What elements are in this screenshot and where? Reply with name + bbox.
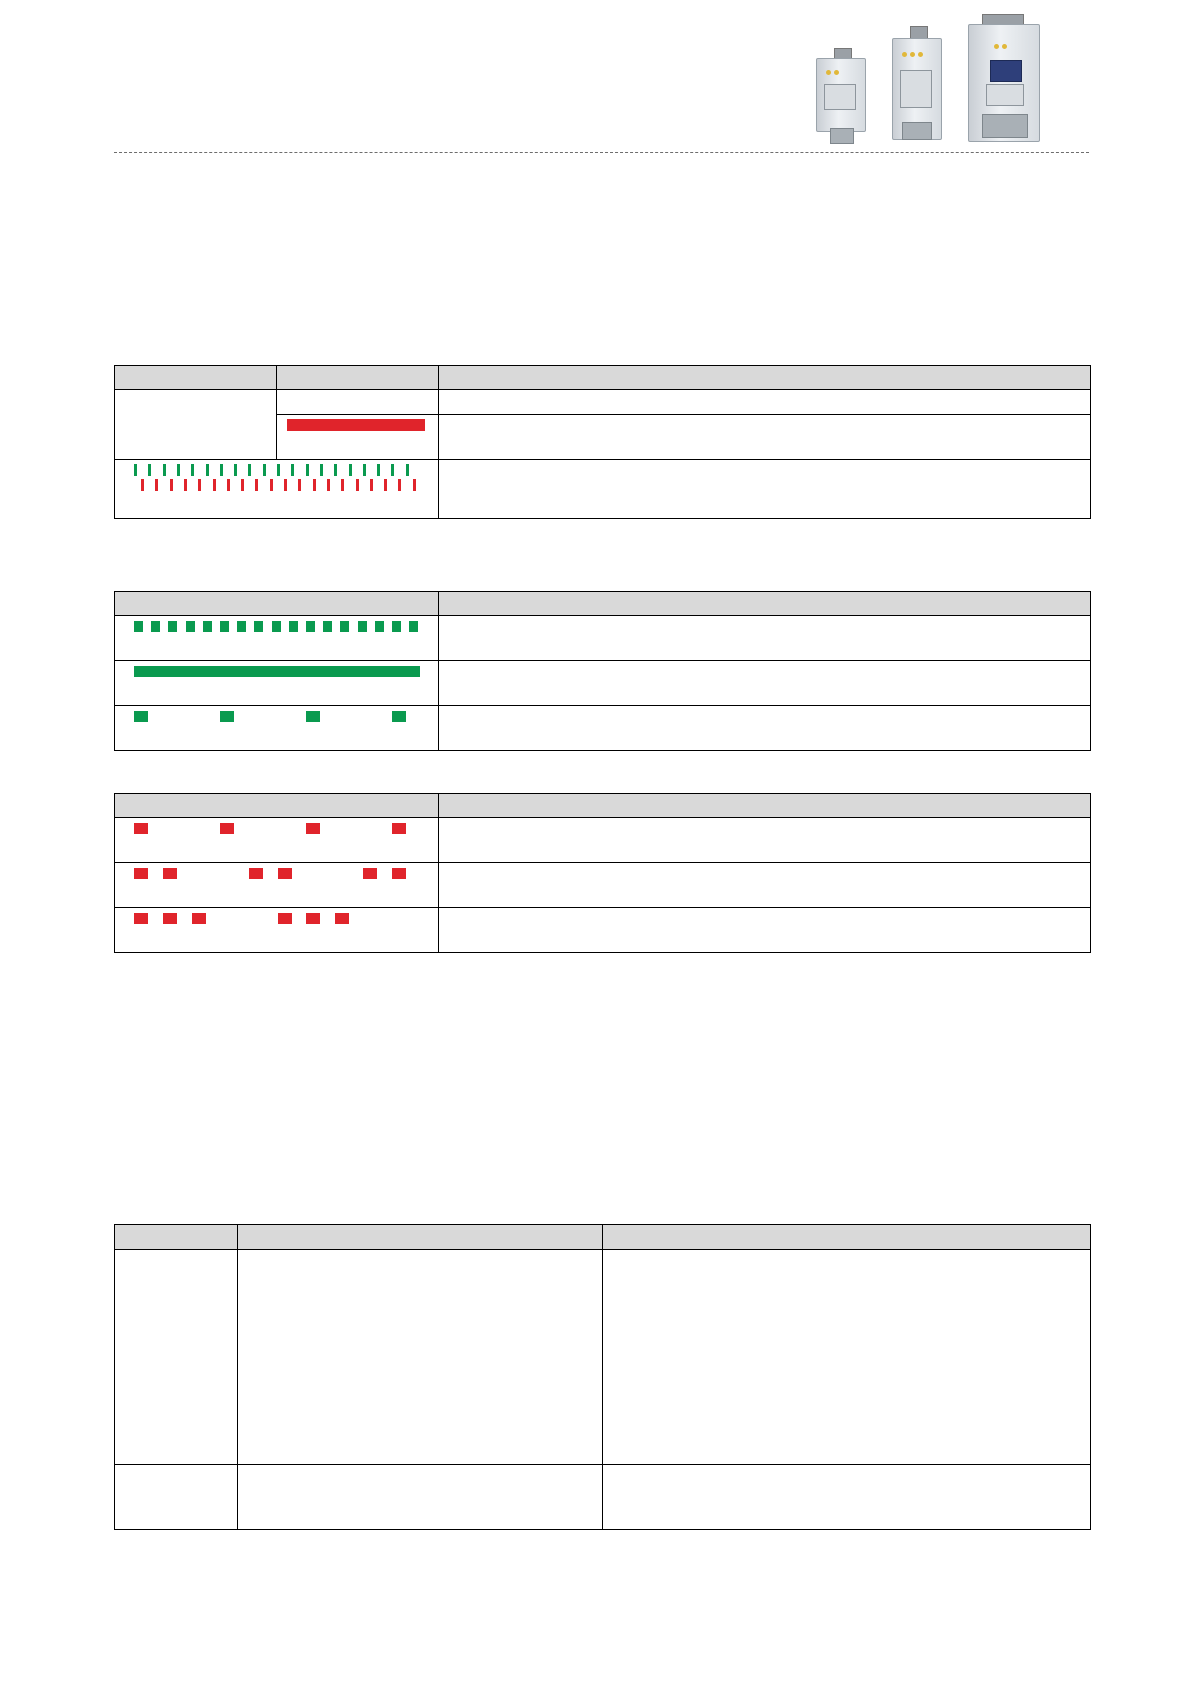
table-cell <box>115 390 277 460</box>
table-cell <box>439 390 1091 415</box>
green-flicker-mark <box>234 464 237 476</box>
green-flash-mark <box>254 621 263 632</box>
green-flash-mark <box>134 621 143 632</box>
green-flicker-mark <box>334 464 337 476</box>
green-flicker-mark <box>377 464 380 476</box>
green-flash-mark <box>392 621 401 632</box>
green-flicker-mark <box>320 464 323 476</box>
red-blink-mark <box>392 823 406 834</box>
red-blink-mark <box>278 913 292 924</box>
header-cell <box>115 592 439 616</box>
table-cell <box>603 1250 1091 1465</box>
red-blink-mark <box>134 823 148 834</box>
green-flash-mark <box>323 621 332 632</box>
header-product-image <box>808 14 1090 144</box>
green-flash-mark <box>306 621 315 632</box>
green-flash-mark <box>237 621 246 632</box>
green-flash-mark <box>151 621 160 632</box>
red-blink-mark <box>163 913 177 924</box>
green-blink-mark <box>134 711 148 722</box>
green-flicker-mark <box>277 464 280 476</box>
red-blink-mark <box>392 868 406 879</box>
green-flash-mark <box>203 621 212 632</box>
table-cell <box>439 908 1091 953</box>
header-cell <box>439 592 1091 616</box>
red-blink-mark <box>163 868 177 879</box>
red-blink-mark <box>363 868 377 879</box>
green-flicker-mark <box>263 464 266 476</box>
led-pattern-red-triple <box>115 908 439 953</box>
red-blink-mark <box>249 868 263 879</box>
led-pattern-green-on <box>115 661 439 706</box>
red-flicker-mark <box>155 479 158 491</box>
green-led-table <box>114 591 1091 751</box>
red-flicker-mark <box>270 479 273 491</box>
table-cell <box>439 818 1091 863</box>
green-flash-mark <box>340 621 349 632</box>
red-flicker-mark <box>241 479 244 491</box>
red-blink-mark <box>278 868 292 879</box>
red-flicker-mark <box>170 479 173 491</box>
red-blink-mark <box>192 913 206 924</box>
error-led-table <box>114 365 1091 519</box>
table-cell <box>238 1250 603 1465</box>
table-cell <box>439 460 1091 519</box>
red-flicker-mark <box>213 479 216 491</box>
green-blink-mark <box>306 711 320 722</box>
green-flicker-mark <box>349 464 352 476</box>
green-flash-mark <box>409 621 418 632</box>
green-flash-mark <box>375 621 384 632</box>
green-flash-mark <box>358 621 367 632</box>
red-double-blink-pattern <box>115 863 439 908</box>
green-flicker-mark <box>220 464 223 476</box>
red-flicker-mark <box>227 479 230 491</box>
red-blink-mark <box>306 823 320 834</box>
green-flicker-mark <box>291 464 294 476</box>
table-cell <box>115 1250 238 1465</box>
red-flicker-mark <box>141 479 144 491</box>
red-flicker-mark <box>255 479 258 491</box>
red-blink-mark <box>220 823 234 834</box>
header-cell <box>115 366 277 390</box>
table-cell <box>603 1465 1091 1530</box>
green-flicker-mark <box>206 464 209 476</box>
green-flash-mark <box>220 621 229 632</box>
red-led-on-bar <box>287 419 425 431</box>
led-pattern-flicker <box>115 460 439 519</box>
red-flicker-mark <box>284 479 287 491</box>
red-flicker-mark <box>327 479 330 491</box>
red-flicker-mark <box>313 479 316 491</box>
led-pattern-green-blinking <box>115 706 439 751</box>
red-flicker-mark <box>341 479 344 491</box>
red-flicker-mark <box>413 479 416 491</box>
green-led-on-bar <box>134 666 420 677</box>
header-cell <box>439 794 1091 818</box>
header-cell <box>115 794 439 818</box>
green-fast-flash-pattern <box>115 616 439 661</box>
green-blink-mark <box>220 711 234 722</box>
table-cell <box>439 415 1091 460</box>
green-flash-mark <box>186 621 195 632</box>
header-dashed-rule <box>114 152 1089 153</box>
red-flicker-mark <box>398 479 401 491</box>
red-blink-mark <box>134 868 148 879</box>
led-pattern-red-blinking <box>115 818 439 863</box>
red-flicker-mark <box>384 479 387 491</box>
header-cell <box>277 366 439 390</box>
table-cell <box>439 863 1091 908</box>
red-single-blink-pattern <box>115 818 439 863</box>
green-flash-mark <box>272 621 281 632</box>
red-flicker-mark <box>370 479 373 491</box>
green-flicker-mark <box>191 464 194 476</box>
header-cell <box>603 1225 1091 1250</box>
table-cell <box>115 1465 238 1530</box>
table-cell <box>439 706 1091 751</box>
red-triple-blink-pattern <box>115 908 439 953</box>
green-flicker-mark <box>134 464 137 476</box>
green-red-flicker-pattern <box>115 460 439 519</box>
device-medium <box>892 26 942 144</box>
table-cell <box>439 616 1091 661</box>
led-pattern-green-flashing <box>115 616 439 661</box>
red-blink-mark <box>335 913 349 924</box>
red-flicker-mark <box>184 479 187 491</box>
green-flicker-mark <box>148 464 151 476</box>
header-cell <box>238 1225 603 1250</box>
bottom-table <box>114 1224 1091 1530</box>
led-pattern-off <box>277 390 439 415</box>
green-slow-blink-pattern <box>115 706 439 751</box>
green-flicker-mark <box>391 464 394 476</box>
device-large <box>968 14 1040 144</box>
device-small <box>816 48 866 143</box>
red-blink-mark <box>306 913 320 924</box>
green-flash-mark <box>289 621 298 632</box>
red-flicker-mark <box>356 479 359 491</box>
green-flicker-mark <box>363 464 366 476</box>
table-cell <box>238 1465 603 1530</box>
green-flash-mark <box>168 621 177 632</box>
green-flicker-mark <box>248 464 251 476</box>
led-pattern-red-on <box>277 415 439 460</box>
green-flicker-mark <box>177 464 180 476</box>
red-blink-mark <box>134 913 148 924</box>
header-cell <box>115 1225 238 1250</box>
green-flicker-mark <box>163 464 166 476</box>
header-cell <box>439 366 1091 390</box>
red-flicker-mark <box>298 479 301 491</box>
green-flicker-mark <box>306 464 309 476</box>
table-cell <box>439 661 1091 706</box>
red-led-table <box>114 793 1091 953</box>
green-blink-mark <box>392 711 406 722</box>
red-flicker-mark <box>198 479 201 491</box>
green-flicker-mark <box>406 464 409 476</box>
led-pattern-red-double <box>115 863 439 908</box>
